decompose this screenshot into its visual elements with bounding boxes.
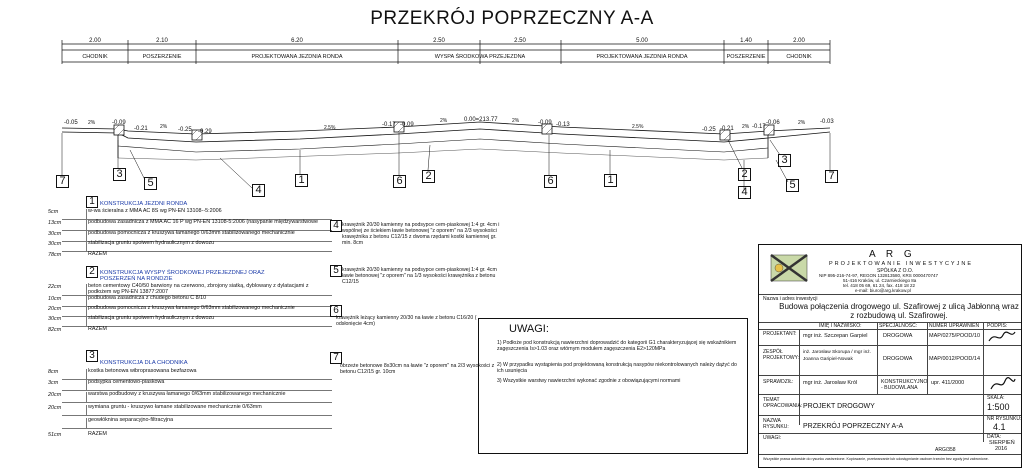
company-info: 51-416 Kraków, ul. Czarnieckiego 8a — [843, 278, 917, 283]
note-item: 2) W przypadku wystąpienia pod projektowaną konstrukcją nasypów niekontrolowanych należy dążyć do ich usunięcia — [497, 362, 737, 374]
role-label: SPRAWDZIŁ: — [763, 379, 794, 385]
marker-5: 5 — [786, 179, 799, 192]
elevation-labels — [64, 117, 834, 135]
col-header: IMIĘ I NAZWISKO: — [819, 323, 862, 329]
layer-row: 10cm podbudowa zasadnicza z chudego betonu C 8/10 — [62, 296, 332, 307]
svg-text:2%: 2% — [88, 120, 96, 126]
drawing-label: NAZWA RYSUNKU: — [763, 418, 789, 430]
svg-text:-0.09: -0.09 — [400, 122, 414, 128]
svg-text:-0.03: -0.03 — [820, 119, 834, 125]
layer-row: 20cm wymiana gruntu - kruszywo łamane stabilizowane mechanicznie 0/63mm — [62, 405, 332, 416]
company-info: tel. 418 05 69, 61 24, fax. 418 18 22 — [843, 283, 916, 288]
dim-label: 1.40 — [740, 38, 752, 44]
layer-row: 82cm RAZEM — [48, 326, 107, 333]
section-number: 2 — [86, 266, 98, 278]
section-number: 1 — [86, 196, 98, 208]
dim-label: 2.00 — [89, 38, 101, 44]
marker-1: 1 — [295, 174, 308, 187]
date-label: DATA: — [987, 434, 1001, 440]
company-sub2: SPÓŁKA Z O.O. — [877, 268, 914, 274]
person-name: mgr inż. Jarosław Król — [803, 380, 858, 386]
svg-text:2%: 2% — [798, 120, 806, 126]
layer-row: 13cm podbudowa zasadnicza z MMA AC 16 P wg PN-EN 13108-5:2006 (nasypanie międzywarstwowe — [62, 220, 332, 231]
svg-text:2%: 2% — [512, 118, 520, 124]
note-item: 3) Wszystkie warstwy nawierzchni wykonać zgodnie z obowiązującymi normami — [497, 378, 681, 384]
scale-value: 1:500 — [987, 402, 1010, 412]
marker-7: 7 — [56, 175, 69, 188]
svg-text:2%: 2% — [160, 124, 168, 130]
dim-label: 2.50 — [433, 38, 445, 44]
cross-section-drawing — [0, 0, 1024, 200]
construction-section-2 — [48, 266, 332, 338]
curb-description-5: 5 krawężnik 20/30 kamienny na podsypce cem-piaskowej 1:4 gr. 4cm ławie betonowej "z oporem" na 1/3 wysokości krawężnika z betonu C12/15 — [330, 265, 505, 295]
archive-number: ARG/358 — [935, 447, 956, 453]
layer-row: 20cm warstwa podbudowy z kruszywa łamanego 0/63mm stabilizowanego mechanicznie — [62, 392, 332, 403]
dim-label: 2.10 — [156, 38, 168, 44]
role-label: PROJEKTANT: — [763, 331, 797, 337]
drawing-no-label: NR RYSUNKU: — [987, 416, 1022, 422]
svg-text:-0.25: -0.25 — [702, 127, 716, 133]
person-name: mgr inż. Szczepan Garpiel — [803, 333, 868, 339]
dim-label: 5.00 — [636, 38, 648, 44]
specialty: KONSTRUKCYJNO - BUDOWLANA — [881, 379, 928, 391]
marker-5: 5 — [144, 177, 157, 190]
section-header: KONSTRUKCJA JEZDNI RONDA — [100, 201, 188, 207]
section-header: KONSTRUKCJA DLA CHODNIKA — [100, 360, 188, 366]
notes-title: UWAGI: — [509, 323, 549, 335]
marker-7: 7 — [825, 170, 838, 183]
marker-4: 4 — [252, 184, 265, 197]
construction-section-3 — [48, 350, 332, 442]
layer-row: 30cm stabilizacja gruntu spoiwem hydraulicznym z dowozu — [62, 241, 332, 252]
marker-4: 4 — [738, 186, 751, 199]
svg-text:-0.05: -0.05 — [64, 120, 78, 126]
notes-box — [478, 318, 748, 454]
layer-row: 5cm w-wa ścieralna z MMA AC 8S wg PN-EN 13108--5:2006 — [62, 209, 332, 220]
layer-row: 51cm RAZEM — [48, 431, 107, 438]
svg-text:-0.13: -0.13 — [556, 122, 570, 128]
page-title: PRZEKRÓJ POPRZECZNY A-A — [370, 8, 654, 29]
svg-text:0.00=213.77: 0.00=213.77 — [464, 117, 498, 123]
col-header: NUMER UPRAWNIEŃ — [929, 323, 980, 329]
slope-labels — [88, 118, 806, 131]
specialty: DROGOWA — [883, 356, 913, 362]
layer-row: 78cm RAZEM — [48, 251, 107, 258]
section-number: 3 — [86, 350, 98, 362]
strip-label: CHODNIK — [786, 54, 812, 60]
svg-text:-0.17: -0.17 — [382, 122, 396, 128]
section-header: KONSTRUKCJA WYSPY ŚRODKOWEJ PRZEJEZDNEJ ORAZ POSZERZEŃ NA RONDZIE — [100, 270, 265, 282]
license-number: MAP/0275/POOD/10 — [929, 333, 981, 339]
svg-text:-0.17: -0.17 — [752, 124, 766, 130]
signature-image — [987, 329, 1017, 345]
company-info: e-mail: biuro@arg.krakow.pl — [855, 288, 911, 293]
marker-2: 2 — [422, 170, 435, 183]
svg-text:-0.21: -0.21 — [720, 126, 734, 132]
specialty: DROGOWA — [883, 333, 913, 339]
curb-description-7: 7 obrzeże betonowe 8x30cm na ławie "z oporem" na 2/3 wysokości z betonu C12/15 gr. 10cm — [330, 352, 505, 378]
copyright-footer: Wszystkie prawa autorskie do rysunku zastrzeżone. Kopiowanie, przetwarzanie lub udostępnianie osobom trzecim bez zgody jest zabronione. — [763, 457, 989, 461]
curb-description-6: 6 krawężnik leżący kamienny 20/30 na ławie z betonu C16/20 ( odsłonięcie 4cm) — [330, 305, 505, 331]
company-name: A R G — [869, 249, 916, 260]
marker-6: 6 — [393, 175, 406, 188]
stage-label: TEMAT OPRACOWANIA: — [763, 397, 803, 409]
dim-label: 2.50 — [514, 38, 526, 44]
note-item: 1) Podłoże pod konstrukcją nawierzchni doprowadzić do kategorii G1 charakteryzującej się wskaźnikiem zagęszczenia Is>1.03 oraz wtórnym modułem zagęszczenia E2>120MPa — [497, 340, 737, 352]
layer-row: 22cm beton cementowy C40/50 barwiony na czerwono, zbrojony siatką, dyblowany z dylatacjami z podłożem wg PN-EN 13877:2007 — [62, 284, 332, 296]
svg-text:2.5%: 2.5% — [324, 125, 336, 131]
dim-label: 6.20 — [291, 38, 303, 44]
dimension-line — [62, 40, 830, 64]
col-header: PODPIS: — [987, 323, 1008, 329]
marker-3: 3 — [778, 154, 791, 167]
drawing-no-value: 4.1 — [993, 422, 1006, 432]
strip-label: PROJEKTOWANA JEZDNIA RONDA — [596, 54, 688, 60]
dim-label: 2.00 — [793, 38, 805, 44]
date-month: SIERPIEŃ — [989, 440, 1015, 446]
strip-label: PROJEKTOWANA JEZDNIA RONDA — [251, 54, 343, 60]
layer-row: 30cm podbudowa pomocnicza z kruszywa łamanego 0/63mm stabilizowanego mechanicznie — [62, 231, 332, 242]
curb-description-4: 4 krawężnik 20/30 kamienny na podsypce cem-piaskowej 1:4 gr. 4cm i wspólnej ze ściekiem ławie betonowej "z oporem" na 2/3 wysokości krawężnika z betonu C12/15 z dwoma rzędami kostki kamiennej gr. min. 8cm — [330, 220, 505, 260]
strip-label: WYSPA ŚRODKOWA PRZEJEZDNA — [434, 54, 526, 60]
remarks-label: UWAGI: — [763, 435, 782, 441]
svg-text:-0.21: -0.21 — [134, 126, 148, 132]
license-number: upr. 411/2000 — [931, 380, 965, 386]
investment-label: Nazwa i adres inwestycji — [763, 296, 818, 302]
signature-image — [987, 375, 1017, 393]
marker-3: 3 — [113, 168, 126, 181]
investment-name: Budowa połączenia drogowego ul. Szafirowej z ulicą Jabłonną wraz z rozbudową ul. Szafirowej. — [779, 302, 1019, 320]
marker-2: 2 — [738, 168, 751, 181]
svg-text:-0.09: -0.09 — [112, 120, 126, 126]
strip-label: POSZERZENIE — [142, 54, 182, 60]
scale-label: SKALA: — [987, 395, 1005, 401]
construction-section-1 — [48, 196, 332, 264]
svg-text:2%: 2% — [440, 118, 448, 124]
layer-row: 30cm stabilizacja gruntu spoiwem hydraulicznym z dowozu — [62, 316, 332, 327]
marker-6: 6 — [544, 175, 557, 188]
svg-text:2.5%: 2.5% — [632, 124, 644, 130]
role-label: ZESPÓŁ PROJEKTOWY: — [763, 349, 800, 361]
company-logo — [769, 253, 809, 283]
svg-text:-0.06: -0.06 — [766, 120, 780, 126]
svg-text:-0.29: -0.29 — [198, 129, 212, 135]
title-block — [758, 244, 1022, 468]
date-year: 2016 — [995, 446, 1008, 452]
person-name: inż. Jarosław Skorupa / mgr inż. Joanna Garipiel-Nowak — [803, 350, 871, 362]
company-info: NIP 895-216-74-97, REGON 132813580, KRS 0000470747 — [819, 273, 938, 278]
layer-row: 3cm podsypka cementowo-piaskowa — [62, 380, 332, 391]
svg-text:2%: 2% — [742, 124, 750, 130]
layer-row: geowłóknina separacyjno-filtracyjna — [62, 418, 332, 429]
strip-label: POSZERZENIE — [726, 54, 766, 60]
license-number: MAP/0012/POOD/14 — [929, 356, 981, 362]
company-sub: PROJEKTOWANIE INWESTYCYJNE — [829, 261, 973, 267]
strip-label: CHODNIK — [82, 54, 108, 60]
drawing-value: PRZEKRÓJ POPRZECZNY A-A — [803, 423, 904, 430]
marker-1: 1 — [604, 174, 617, 187]
stage-value: PROJEKT DROGOWY — [803, 403, 875, 410]
svg-text:-0.25: -0.25 — [178, 127, 192, 133]
svg-text:-0.09: -0.09 — [538, 120, 552, 126]
col-header: SPECJALNOŚĆ: — [879, 323, 918, 329]
layer-row: 8cm kostka betonowa wibroprasowana bezfazowa — [62, 369, 332, 380]
layer-row: 20cm podbudowa pomocnicza z kruszywa łamanego 0/63mm stabilizowanego mechanicznie — [62, 306, 332, 317]
